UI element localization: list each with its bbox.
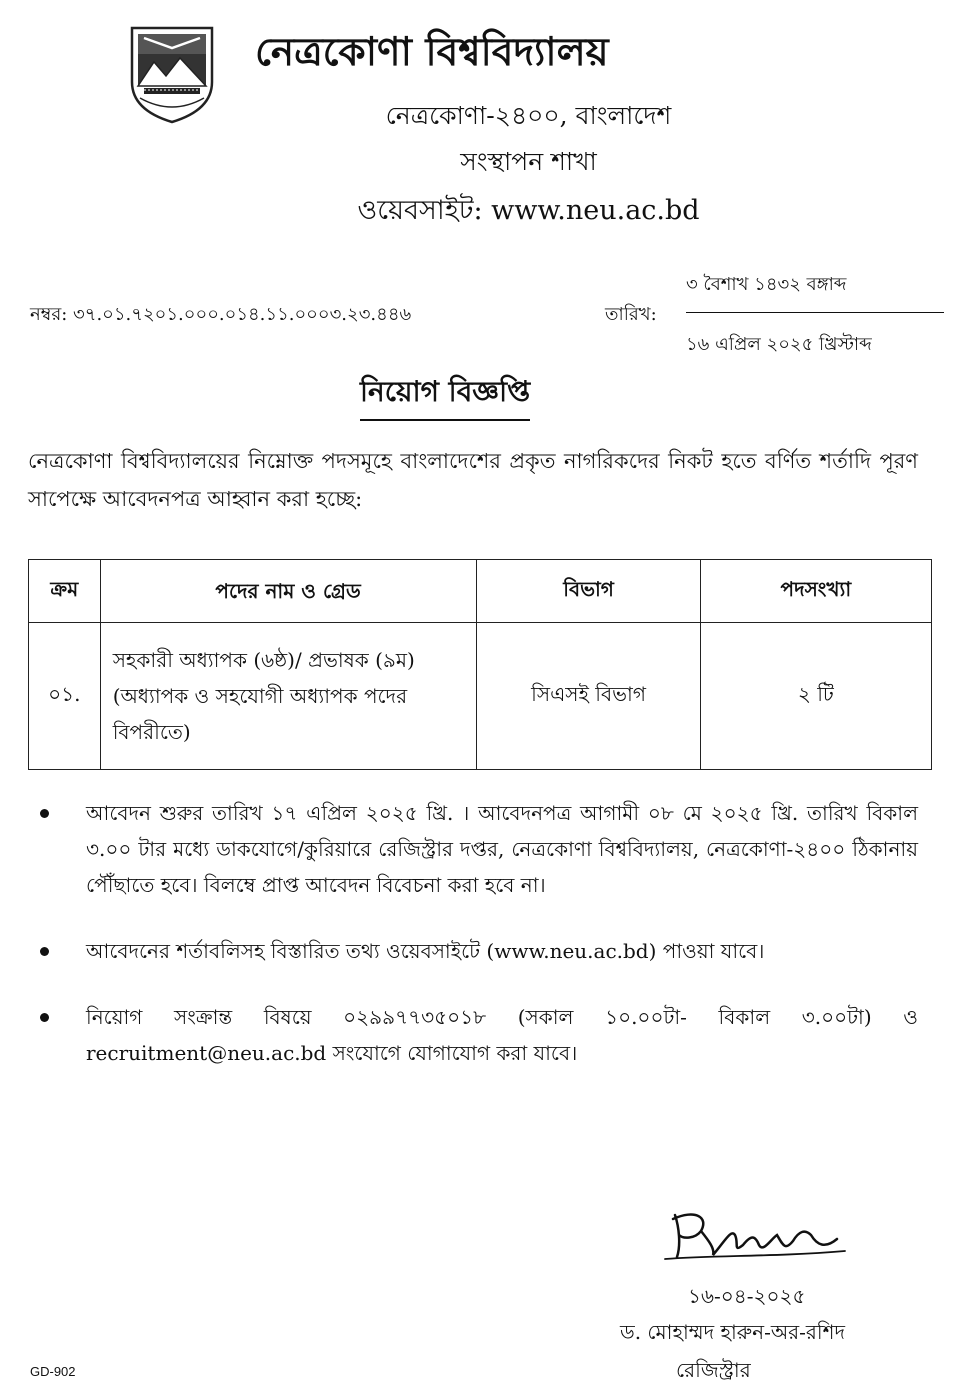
- university-address: নেত্রকোণা-২৪০০, বাংলাদেশ: [385, 101, 672, 130]
- bullet-icon: [40, 1013, 49, 1022]
- header-post-name: পদের নাম ও গ্রেড: [100, 560, 477, 623]
- date-divider: [686, 312, 944, 313]
- list-item: [28, 933, 918, 969]
- row-serial: ০১.: [29, 623, 101, 770]
- memo-number: নম্বর: ৩৭.০১.৭২০১.০০০.০১৪.১১.০০০৩.২৩.৪৪৬: [30, 304, 412, 325]
- date-english: ১৬ এপ্রিল ২০২৫ খ্রিস্টাব্দ: [686, 334, 872, 355]
- university-name: নেত্রকোণা বিশ্ববিদ্যালয়: [255, 29, 609, 75]
- notice-intro: নেত্রকোণা বিশ্ববিদ্যালয়ের নিম্নোক্ত পদসমূহে বাংলাদেশের প্রকৃত নাগরিকদের নিকট হতে বর্ণিত শর্তাদি পূরণ সাপেক্ষে আবেদনপত্র আহ্বান করা হচ্ছে:: [28, 449, 918, 511]
- header-serial: ক্রম: [29, 560, 101, 623]
- form-code: GD-902: [30, 1364, 76, 1379]
- table-header-row: [29, 560, 932, 623]
- instruction-text: আবেদন শুরুর তারিখ ১৭ এপ্রিল ২০২৫ খ্রি. । আবেদনপত্র আগামী ০৮ মে ২০২৫ খ্রি. তারিখ বিকাল ৩.০০ টার মধ্যে ডাকযোগে/কুরিয়ারে রেজিস্ট্রার দপ্তর, নেত্রকোণা বিশ্ববিদ্যালয়, নেত্রকোণা-২৪০০ ঠিকানায় পৌঁছাতে হবে। বিলম্বে প্রাপ্ত আবেদন বিবেচনা করা হবে না।: [86, 801, 918, 897]
- list-item: [28, 795, 918, 903]
- signatory-name: ড. মোহাম্মদ হারুন-অর-রশিদ: [620, 1320, 845, 1344]
- header-post-count: পদসংখ্যা: [700, 560, 931, 623]
- notice-title: নিয়োগ বিজ্ঞপ্তি: [360, 370, 530, 421]
- signatory-title: রেজিস্ট্রার: [676, 1358, 751, 1382]
- handwritten-signature-icon: [655, 1205, 855, 1265]
- signature-date: ১৬-০৪-২০২৫: [688, 1284, 806, 1308]
- date-bangla: ৩ বৈশাখ ১৪৩২ বঙ্গাব্দ: [686, 274, 847, 295]
- website-line: ওয়েবসাইট: www.neu.ac.bd: [357, 195, 700, 226]
- row-post-count: ২ টি: [700, 623, 931, 770]
- instruction-text: নিয়োগ সংক্রান্ত বিষয়ে ০২৯৯৭৭৩৫০১৮ (সকাল ১০.০০টা- বিকাল ৩.০০টা) ও recruitment@neu.ac.bd সংযোগে যোগাযোগ করা যাবে।: [86, 1005, 918, 1065]
- instructions-list: [28, 795, 918, 1071]
- header-department: বিভাগ: [477, 560, 700, 623]
- date-label: তারিখ:: [605, 304, 657, 325]
- row-department: সিএসই বিভাগ: [477, 623, 700, 770]
- table-row: [29, 623, 932, 770]
- row-post-name: সহকারী অধ্যাপক (৬ষ্ঠ)/ প্রভাষক (৯ম) (অধ্যাপক ও সহযোগী অধ্যাপক পদের বিপরীতে): [100, 623, 477, 770]
- bullet-icon: [40, 809, 49, 818]
- instruction-text: আবেদনের শর্তাবলিসহ বিস্তারিত তথ্য ওয়েবসাইটে (www.neu.ac.bd) পাওয়া যাবে।: [86, 939, 765, 963]
- posts-table: [28, 559, 932, 770]
- list-item: [28, 999, 918, 1071]
- bullet-icon: [40, 947, 49, 956]
- section-name: সংস্থাপন শাখা: [460, 147, 597, 176]
